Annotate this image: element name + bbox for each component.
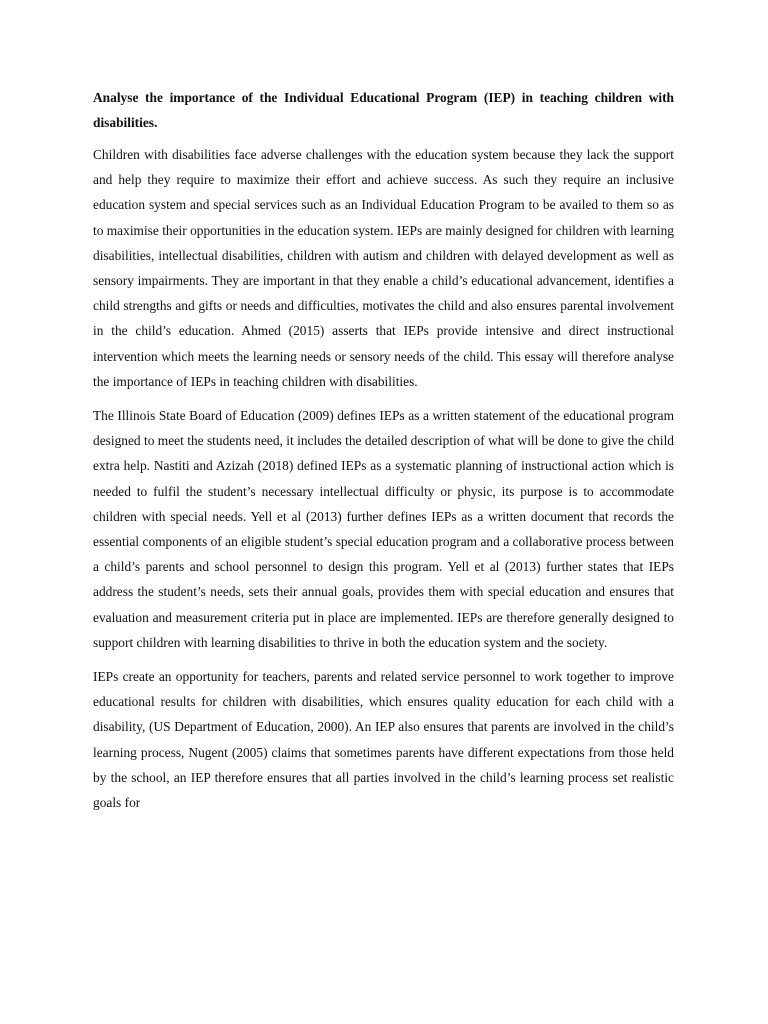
paragraph-introduction: Children with disabilities face adverse challenges with the education system because they lack the support and help they require to maximize their effort and achieve success. As such they require an inclusive education system and special services such as an Individual Education Program to be availed to them so as to maximise their opportunities in the education system. IEPs are mainly designed for children with learning disabilities, intellectual disabilities, children with autism and children with delayed development as well as sensory impairments. They are important in that they enable a child’s educational advancement, identifies a child strengths and gifts or needs and difficulties, motivates the child and also ensures parental involvement in the child’s education. Ahmed (2015) asserts that IEPs provide intensive and direct instructional intervention which meets the learning needs or sensory needs of the child. This essay will therefore analyse the importance of IEPs in teaching children with disabilities.: [93, 147, 674, 389]
essay-heading: Analyse the importance of the Individual Educational Program (IEP) in teaching children with disabilities.: [93, 90, 674, 130]
paragraph-collaboration: IEPs create an opportunity for teachers, parents and related service personnel to work together to improve educational results for children with disabilities, which ensures quality education for each child with a disability, (US Department of Education, 2000). An IEP also ensures that parents are involved in the child’s learning process, Nugent (2005) claims that sometimes parents have different expectations from those held by the school, an IEP therefore ensures that all parties involved in the child’s learning process set realistic goals for: [93, 669, 674, 811]
document-body: [93, 85, 674, 824]
paragraph-definitions: The Illinois State Board of Education (2009) defines IEPs as a written statement of the educational program designed to meet the students need, it includes the detailed description of what will be done to give the child extra help. Nastiti and Azizah (2018) defined IEPs as a systematic planning of instructional action which is needed to fulfil the student’s necessary intellectual difficulty or physic, its purpose is to accommodate children with special needs. Yell et al (2013) further defines IEPs as a written document that records the essential components of an eligible student’s special education program and a collaborative process between a child’s parents and school personnel to design this program. Yell et al (2013) further states that IEPs address the student’s needs, sets their annual goals, provides them with special education and ensures that evaluation and measurement criteria put in place are implemented. IEPs are therefore generally designed to support children with learning disabilities to thrive in both the education system and the society.: [93, 408, 674, 650]
